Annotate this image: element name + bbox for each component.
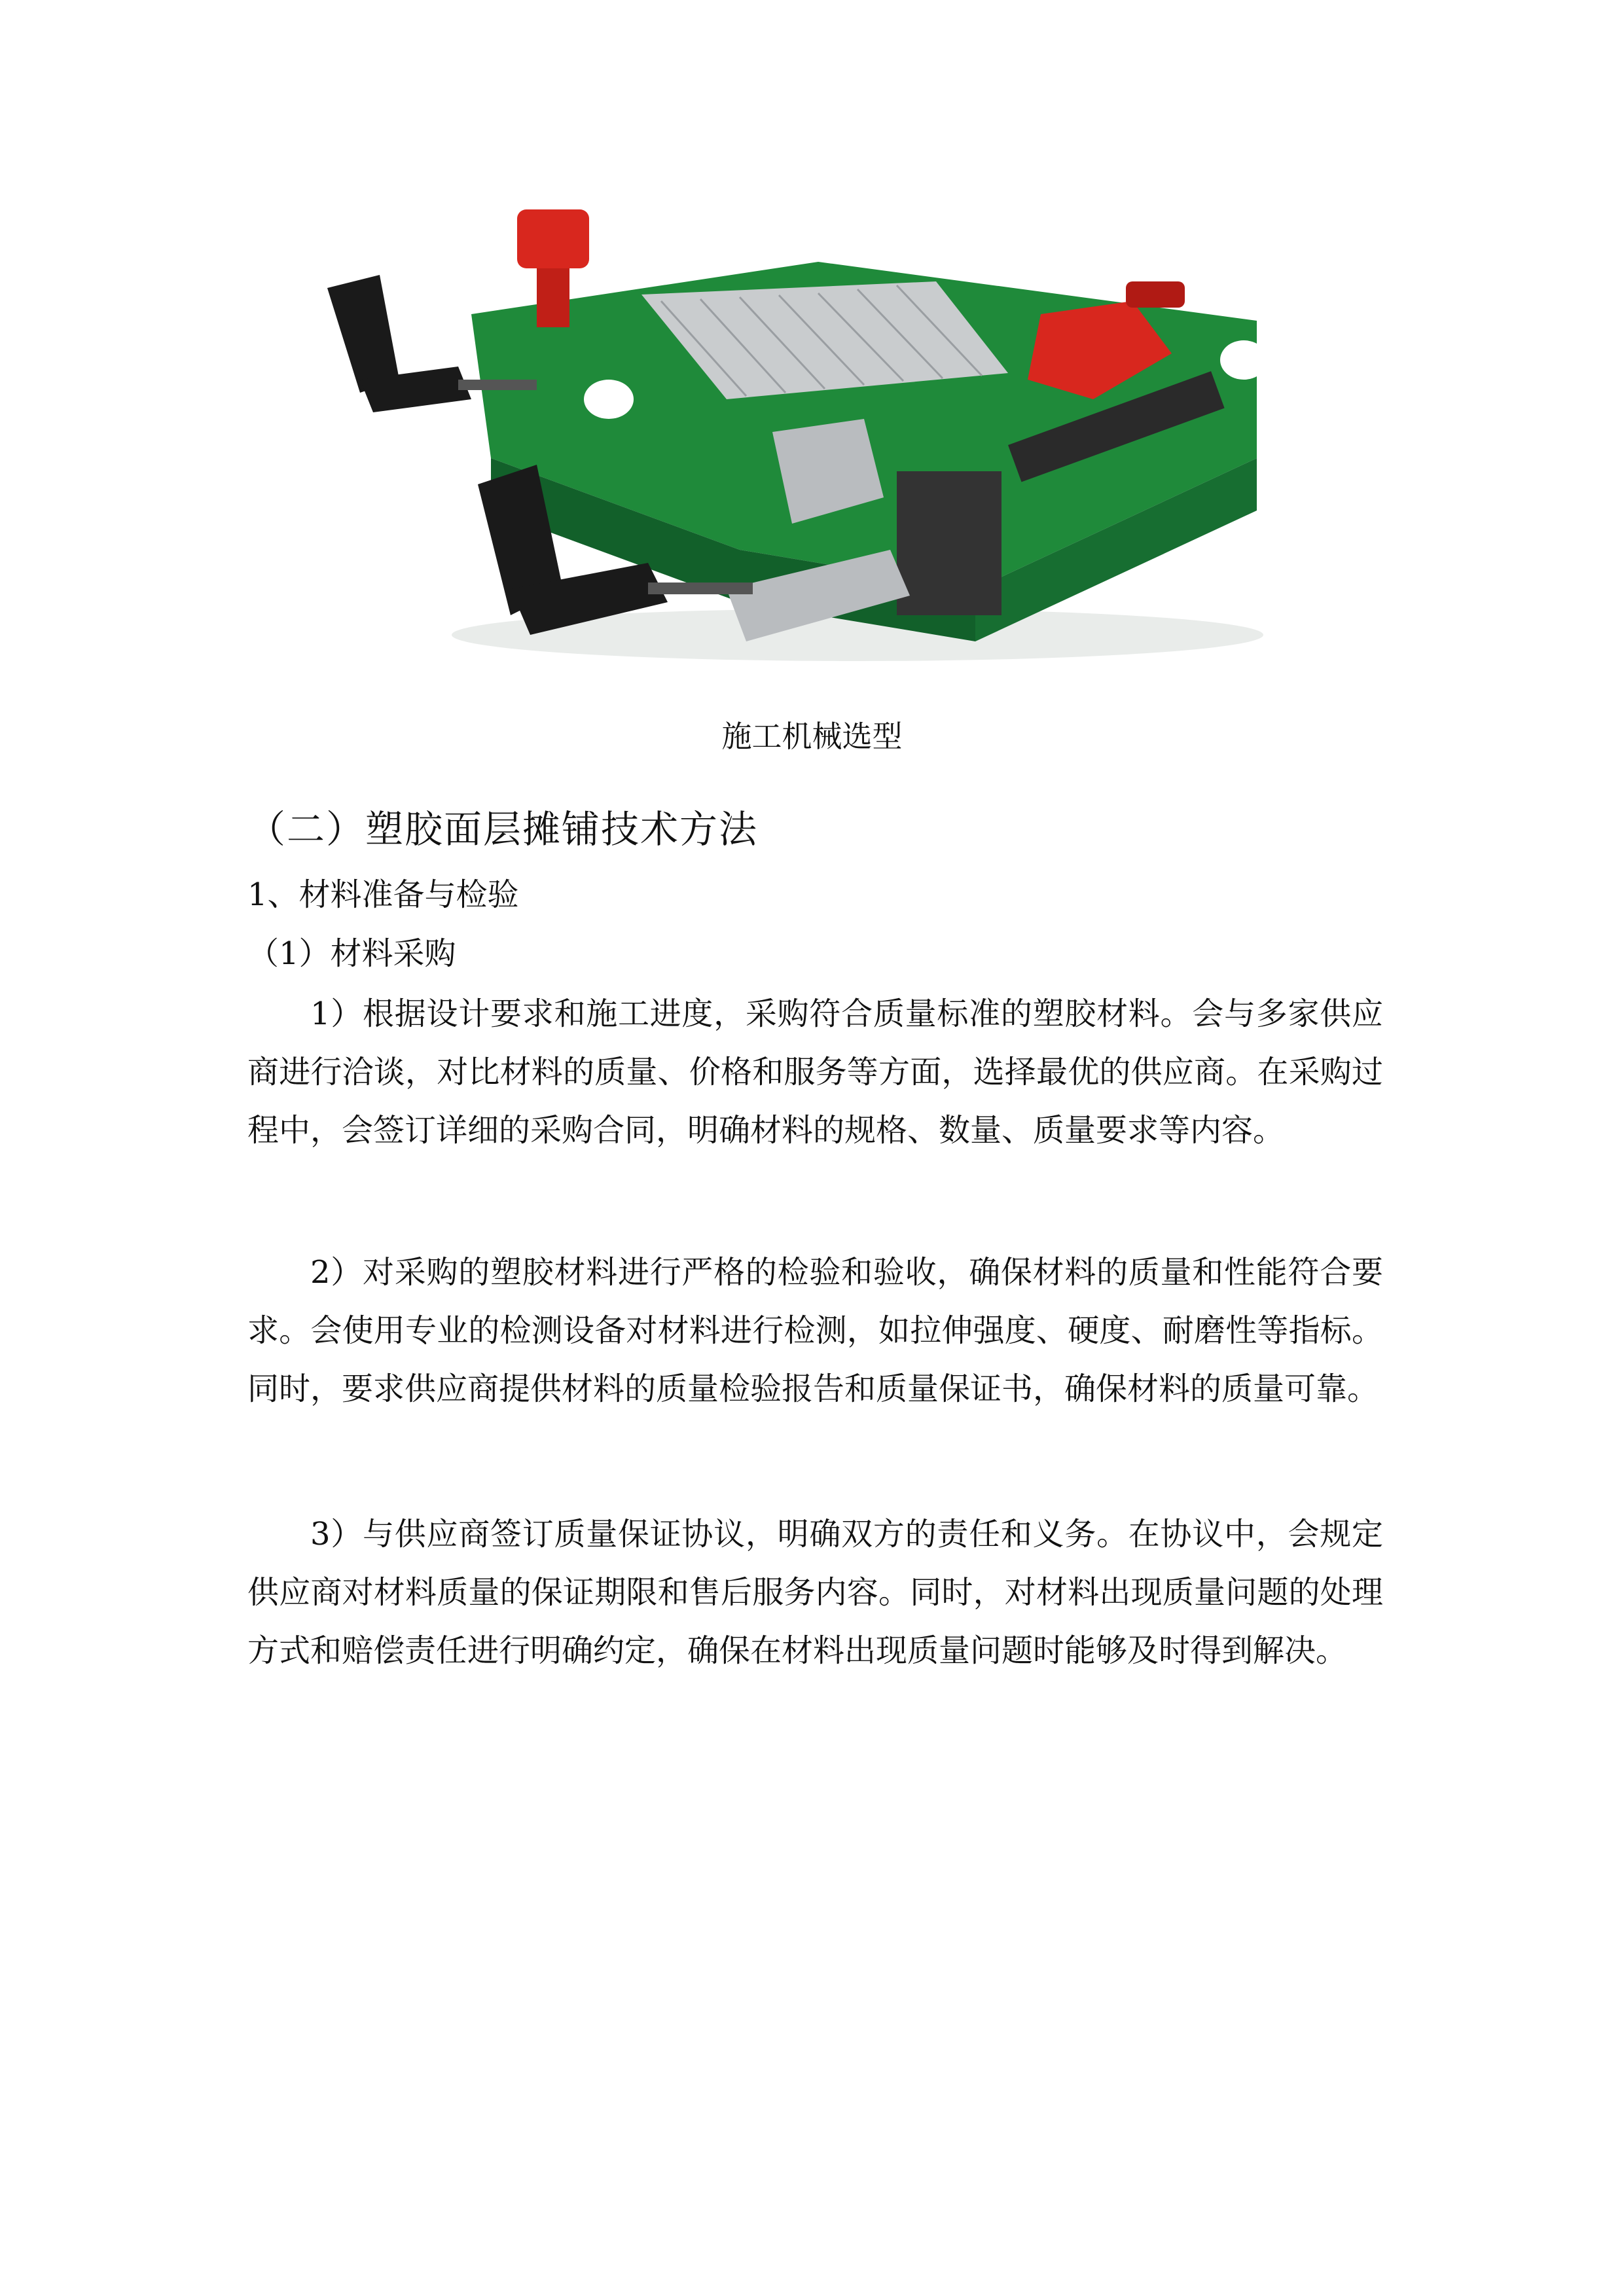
subsubheading: （1）材料采购 <box>247 935 456 972</box>
section-heading: （二）塑胶面层摊铺技术方法 <box>247 807 759 852</box>
subheading: 1、材料准备与检验 <box>247 876 519 913</box>
paragraph-1: 1）根据设计要求和施工进度，采购符合质量标准的塑胶材料。会与多家供应商进行洽谈，对比材料的质量、价格和服务等方面，选择最优的供应商。在采购过程中，会签订详细的采购合同，明确材料的规格、数量、质量要求等内容。 <box>247 996 1383 1149</box>
paving-machine-illustration <box>321 183 1329 681</box>
paragraph-3: 3）与供应商签订质量保证协议，明确双方的责任和义务。在协议中，会规定供应商对材料质量的保证期限和售后服务内容。同时，对材料出现质量问题的处理方式和赔偿责任进行明确约定，确保在材料出现质量问题时能够及时得到解决。 <box>247 1516 1383 1669</box>
machine-figure <box>321 183 1329 681</box>
paragraph-2: 2）对采购的塑胶材料进行严格的检验和验收，确保材料的质量和性能符合要求。会使用专业的检测设备对材料进行检测，如拉伸强度、硬度、耐磨性等指标。同时，要求供应商提供材料的质量检验报告和质量保证书，确保材料的质量可靠。 <box>247 1254 1383 1407</box>
figure-caption: 施工机械选型 <box>721 719 903 754</box>
